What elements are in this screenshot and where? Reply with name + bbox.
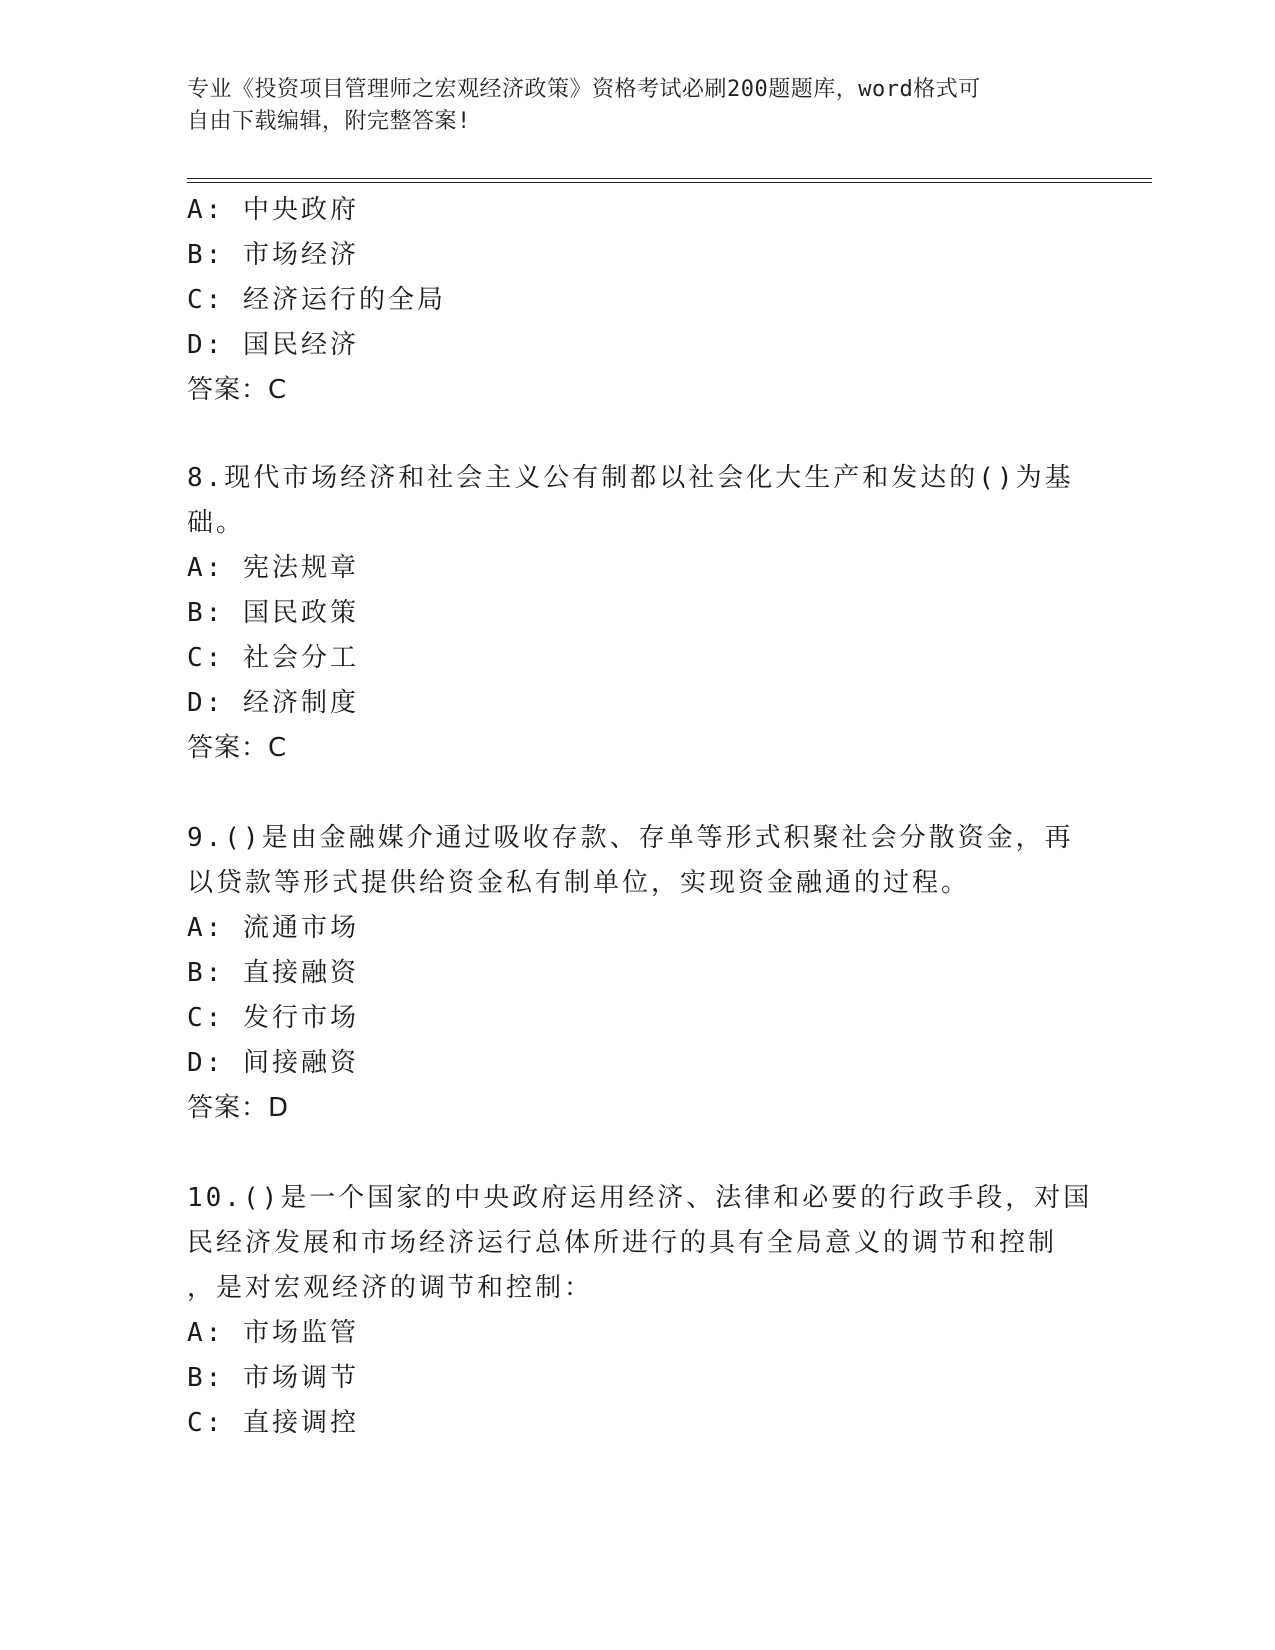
q7-option-c: C: 经济运行的全局 <box>187 285 446 315</box>
q8-option-c: C: 社会分工 <box>187 643 359 673</box>
header-line-1: 专业《投资项目管理师之宏观经济政策》资格考试必刷200题题库，word格式可 <box>187 77 981 102</box>
q9-option-d: D: 间接融资 <box>187 1048 359 1078</box>
q8-option-a: A: 宪法规章 <box>187 553 359 583</box>
q10-option-c: C: 直接调控 <box>187 1408 359 1438</box>
q10-stem-line-1: 10.()是一个国家的中央政府运用经济、法律和必要的行政手段，对国 <box>187 1183 1093 1213</box>
q9-option-b: B: 直接融资 <box>187 958 359 988</box>
document-header <box>187 74 1067 138</box>
q9-option-a: A: 流通市场 <box>187 913 359 943</box>
q8-stem-line-2: 础。 <box>187 508 246 538</box>
q7-answer: 答案：C <box>187 375 288 405</box>
q8-answer: 答案：C <box>187 733 288 763</box>
q9-stem-line-2: 以贷款等形式提供给资金私有制单位，实现资金融通的过程。 <box>187 868 971 898</box>
q9-answer: 答案：D <box>187 1093 290 1123</box>
q10-stem-line-2: 民经济发展和市场经济运行总体所进行的具有全局意义的调节和控制 <box>187 1228 1058 1258</box>
q8-option-b: B: 国民政策 <box>187 598 359 628</box>
q8-stem-line-1: 8.现代市场经济和社会主义公有制都以社会化大生产和发达的()为基 <box>187 463 1074 493</box>
q7-option-d: D: 国民经济 <box>187 330 359 360</box>
q8-option-d: D: 经济制度 <box>187 688 359 718</box>
q7-option-b: B: 市场经济 <box>187 240 359 270</box>
q10-option-a: A: 市场监管 <box>187 1318 359 1348</box>
q9-stem-line-1: 9.()是由金融媒介通过吸收存款、存单等形式积聚社会分散资金，再 <box>187 823 1074 853</box>
header-line-2: 自由下载编辑，附完整答案! <box>187 109 471 134</box>
q10-stem-line-3: ，是对宏观经济的调节和控制： <box>187 1273 594 1303</box>
q10-option-b: B: 市场调节 <box>187 1363 359 1393</box>
q7-option-a: A: 中央政府 <box>187 195 359 225</box>
header-divider <box>187 178 1152 183</box>
q9-option-c: C: 发行市场 <box>187 1003 359 1033</box>
